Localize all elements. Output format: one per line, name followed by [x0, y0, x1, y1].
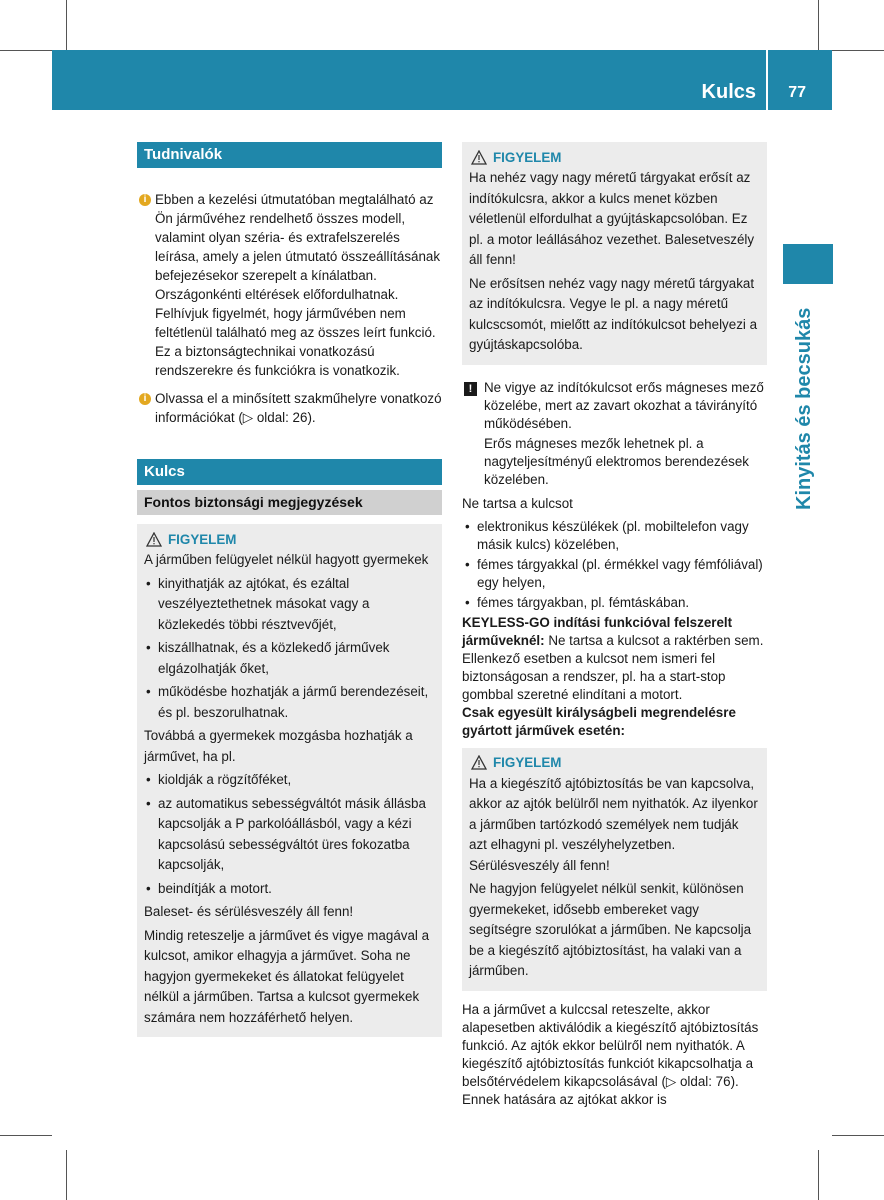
crop-mark: [0, 1135, 52, 1136]
note-block: [462, 379, 767, 489]
info-block: [137, 389, 442, 427]
warning-triangle-icon: [146, 532, 162, 547]
info-icon: i: [139, 194, 151, 206]
exclamation-icon: !: [464, 382, 477, 396]
crop-mark: [832, 50, 884, 51]
chapter-title: Kulcs: [701, 81, 756, 103]
crop-mark: [66, 1150, 67, 1200]
warning-bullets: [144, 770, 435, 899]
info-text: Ebben a kezelési útmutatóban megtalálható az Ön járművéhez rendelhető összes modell, valamint olyan széria- és extrafelszerelés leírása, amely a jelen útmutató összeállításának befejezésekor szerepelt a kínálatban. Országonkénti eltérések előfordulhatnak. Felhívjuk figyelmét, hogy járművében nem feltétlenül található meg az összes leírt funkció. Ez a biztonságtechnikai vonatkozású rendszerekre és funkciókra is vonatkozik.: [155, 192, 441, 378]
page-header: [52, 50, 832, 110]
right-column: [462, 142, 767, 1109]
final-paragraph: [462, 1001, 767, 1109]
warning-text: Baleset- és sérülésveszély áll fenn!: [144, 904, 354, 919]
section-heading-tudnivalok: Tudnivalók: [137, 142, 442, 168]
note-text: Erős mágneses mezők lehetnek pl. a nagyteljesítményű elektromos berendezések közelében.: [484, 435, 749, 487]
list-item: • beindítják a motort.: [144, 879, 435, 900]
key-storage-text: [462, 495, 767, 740]
crop-mark: [818, 0, 819, 50]
warning-title: FIGYELEM: [469, 752, 760, 774]
info-block: [137, 190, 442, 380]
body-text: KEYLESS-GO indítási funkcióval felszerelt járműveknél: Ne tartsa a kulcsot a raktérben sem. Ellenkező esetben a kulcsot nem ismeri fel biztonságosan a rendszer, pl. ha a start-stop gombbal szeretné elindítani a motort.: [462, 614, 764, 702]
section-heading-kulcs: Kulcs: [137, 459, 442, 485]
list-item: • működésbe hozhatják a jármű berendezéseit, és pl. beszorulhatnak.: [144, 682, 435, 723]
body-text: Ne tartsa a kulcsot: [462, 495, 573, 511]
list-item: • fémes tárgyakkal (pl. érmékkel vagy fémfóliával) egy helyen,: [462, 556, 767, 592]
body-text: Csak egyesült királyságbeli megrendelésre gyártott járművek esetén:: [462, 704, 736, 738]
warning-text: A járműben felügyelet nélkül hagyott gyermekek: [144, 552, 429, 567]
warning-text: Ha a kiegészítő ajtóbiztosítás be van kapcsolva, akkor az ajtók belülről nem nyithatók. Az ilyenkor a járműben tartózkodó személyek nem tudják azt elhagyni pl. veszélyhelyzetben. Sérülésveszély áll fenn!: [469, 775, 758, 873]
crop-mark: [0, 50, 52, 51]
warning-box: [462, 748, 767, 991]
page-number: 77: [788, 84, 806, 101]
list-item: • elektronikus készülékek (pl. mobiltelefon vagy másik kulcs) közelében,: [462, 518, 767, 554]
warning-text: Továbbá a gyermekek mozgásba hozhatják a járművet, ha pl.: [144, 728, 413, 764]
bullet-list: [462, 518, 767, 612]
info-text: Olvassa el a minősített szakműhelyre vonatkozó információkat (▷ oldal: 26).: [155, 391, 442, 425]
subsection-heading: Fontos biztonsági megjegyzések: [137, 490, 442, 515]
warning-title: FIGYELEM: [144, 528, 435, 550]
warning-text: Ne hagyjon felügyelet nélkül senkit, különösen gyermekeket, idősebb embereket vagy segítségre szorulókat a járműben. Ne kapcsolja be a kiegészítő ajtóbiztosítást, ha valaki van a járműben.: [469, 881, 752, 978]
warning-box: [137, 524, 442, 1037]
side-tab-marker: [783, 244, 833, 284]
warning-bullets: [144, 574, 435, 724]
list-item: • az automatikus sebességváltót másik állásba kapcsolják a P parkolóállásból, vagy a kézi kapcsolású sebességváltót üres fokozatba kapcsolják,: [144, 794, 435, 876]
warning-text: Ne erősítsen nehéz vagy nagy méretű tárgyakat az indítókulcsra. Vegye le pl. a nagy méretű kulcscsomót, mielőtt az indítókulcsot behelyezi a gyújtáskapcsolóba.: [469, 275, 758, 352]
warning-triangle-icon: [471, 755, 487, 770]
warning-box: [462, 142, 767, 365]
list-item: • kioldják a rögzítőféket,: [144, 770, 435, 791]
warning-triangle-icon: [471, 150, 487, 165]
list-item: • kiszállhatnak, és a közlekedő járművek elgázolhatják őket,: [144, 638, 435, 679]
crop-mark: [66, 0, 67, 50]
warning-text: Ha nehéz vagy nagy méretű tárgyakat erősít az indítókulcsra, akkor a kulcs menet közben véletlenül elfordulhat a gyújtáskapcsolóban. Ez pl. a motor leállásához vezethet. Balesetveszély áll fenn!: [469, 170, 755, 267]
warning-title: FIGYELEM: [469, 146, 760, 168]
warning-text: Mindig reteszelje a járművet és vigye magával a kulcsot, amikor elhagyja a járművet. Soha ne hagyjon gyermekeket és állatokat felügyelet nélkül a járműben. Tartsa a kulcsot gyermekek számára nem hozzáférhető helyen.: [144, 927, 430, 1025]
crop-mark: [832, 1135, 884, 1136]
left-column: [137, 142, 442, 1037]
note-text: Ne vigye az indítókulcsot erős mágneses mező közelébe, mert az zavart okozhat a távirányító működésében.: [484, 379, 764, 431]
list-item: • fémes tárgyakban, pl. fémtáskában.: [462, 594, 767, 612]
crop-mark: [818, 1150, 819, 1200]
body-text: Ha a járművet a kulccsal reteszelte, akkor alapesetben aktiválódik a kiegészítő ajtóbiztosítás funkció. Az ajtók ekkor belülről nem nyithatók. A kiegészítő ajtóbiztosítás funkciót kikapcsolhatja a belsőtérvédelem kikapcsolásával (▷ oldal: 76). Ennek hatására az ajtókat akkor is: [462, 1001, 759, 1107]
list-item: • kinyithatják az ajtókat, és ezáltal veszélyeztethetnek másokat vagy a közlekedés többi résztvevőjét,: [144, 574, 435, 636]
side-tab-label: Kinyitás és becsukás: [793, 307, 815, 510]
info-icon: i: [139, 393, 151, 405]
header-divider: [766, 50, 768, 110]
